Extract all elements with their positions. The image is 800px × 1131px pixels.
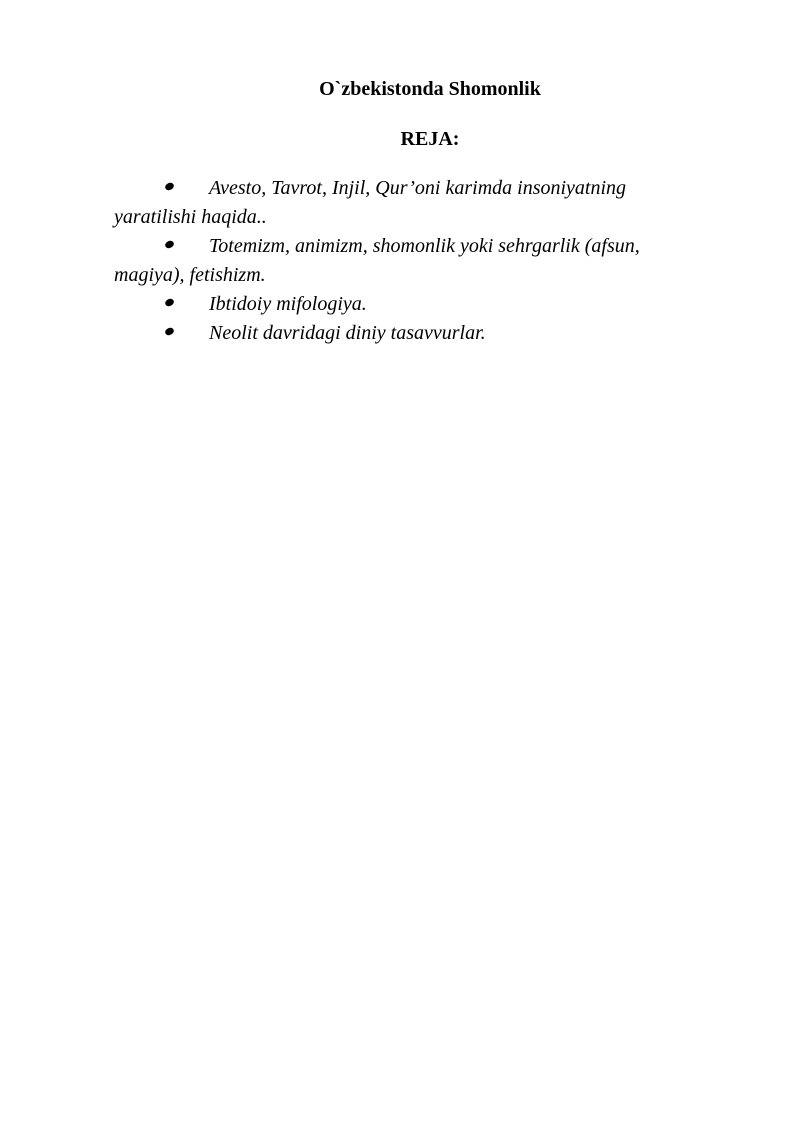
list-item-text: Ibtidoiy mifologiya. (209, 293, 367, 315)
list-item (114, 174, 684, 232)
list-item (114, 319, 684, 348)
list-item (114, 232, 684, 290)
list-item (114, 290, 684, 319)
plan-heading: REJA: (400, 128, 460, 150)
list-item-text: Avesto, Tavrot, Injil, Qur’oni karimda insoniyatning yaratilishi haqida.. (114, 177, 627, 228)
bullet-icon (164, 326, 175, 336)
list-item-text: Neolit davridagi diniy tasavvurlar. (209, 322, 486, 344)
bullet-icon (164, 181, 175, 191)
list-item-text: Totemizm, animizm, shomonlik yoki sehrgarlik (afsun, magiya), fetishizm. (114, 235, 640, 286)
bullet-icon (164, 239, 175, 249)
bullet-icon (164, 297, 175, 307)
plan-list (114, 174, 684, 348)
document-title: O`zbekistonda Shomonlik (319, 78, 541, 100)
